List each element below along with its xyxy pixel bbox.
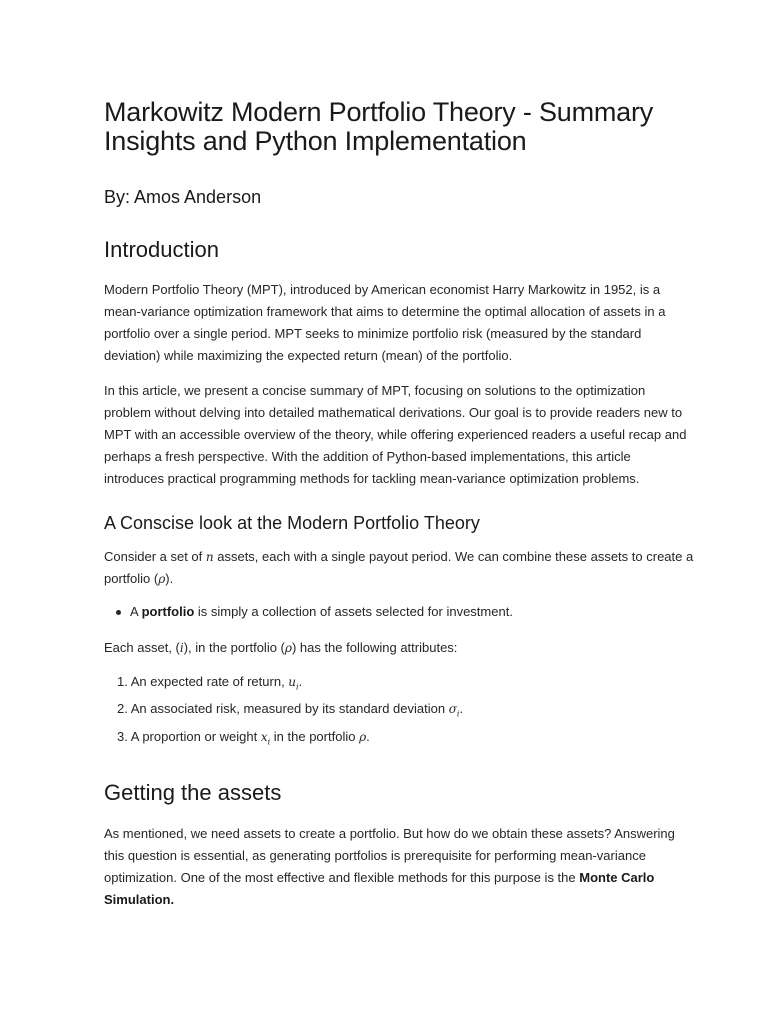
list-item: 2. An associated risk, measured by its standard deviation $\sigma_i$. xyxy=(117,701,464,719)
list-item: 3. A proportion or weight $x_i$ in the portfolio ρ. xyxy=(117,728,370,747)
concise-look-heading: A Conscise look at the Modern Portfolio Theory xyxy=(104,513,480,533)
each-asset-paragraph: Each asset, (i), in the portfolio (ρ) has the following attributes: xyxy=(104,640,458,655)
getting-assets-paragraph: As mentioned, we need assets to create a portfolio. But how do we obtain these assets? Answering this question is essential, as generating portfolios is prerequisite for performing mean-variance optimization. One of the most effective and flexible methods for this purpose is the Monte Carlo Simulation. xyxy=(104,826,675,908)
introduction-heading: Introduction xyxy=(104,237,219,262)
var-rho: ρ xyxy=(158,572,166,586)
attributes-list xyxy=(104,671,694,753)
list-item: 1. An expected rate of return, $u_i$. xyxy=(117,674,303,692)
getting-assets-heading: Getting the assets xyxy=(104,780,282,806)
intro-paragraph-1: Modern Portfolio Theory (MPT), introduced by American economist Harry Markowitz in 1952, is a mean-variance optimization framework that aims to determine the optimal allocation of assets in a portfolio over a single period. MPT seeks to minimize portfolio risk (measured by the standard deviation) while maximizing the expected return (mean) of the portfolio. xyxy=(104,282,666,363)
consider-paragraph: Consider a set of n assets, each with a single payout period. We can combine these assets to create a portfolio (ρ). xyxy=(104,549,694,586)
author-byline: By: Amos Anderson xyxy=(104,187,262,207)
var-n: n xyxy=(205,550,214,564)
bullet-dot xyxy=(116,610,121,615)
document-page xyxy=(104,98,694,911)
intro-paragraph-2: In this article, we present a concise summary of MPT, focusing on solutions to the optimization problem without delving into detailed mathematical derivations. Our goal is to provide readers new to MPT with an accessible overview of the theory, while offering experienced readers a useful recap and perhaps a fresh perspective. With the addition of Python-based implementations, this article introduces practical programming methods for tackling mean-variance optimization problems. xyxy=(104,383,687,486)
list-item: A portfolio is simply a collection of assets selected for investment. xyxy=(130,601,694,623)
portfolio-bullet-list xyxy=(104,601,694,623)
document-title: Markowitz Modern Portfolio Theory - Summary Insights and Python Implementation xyxy=(104,97,654,156)
